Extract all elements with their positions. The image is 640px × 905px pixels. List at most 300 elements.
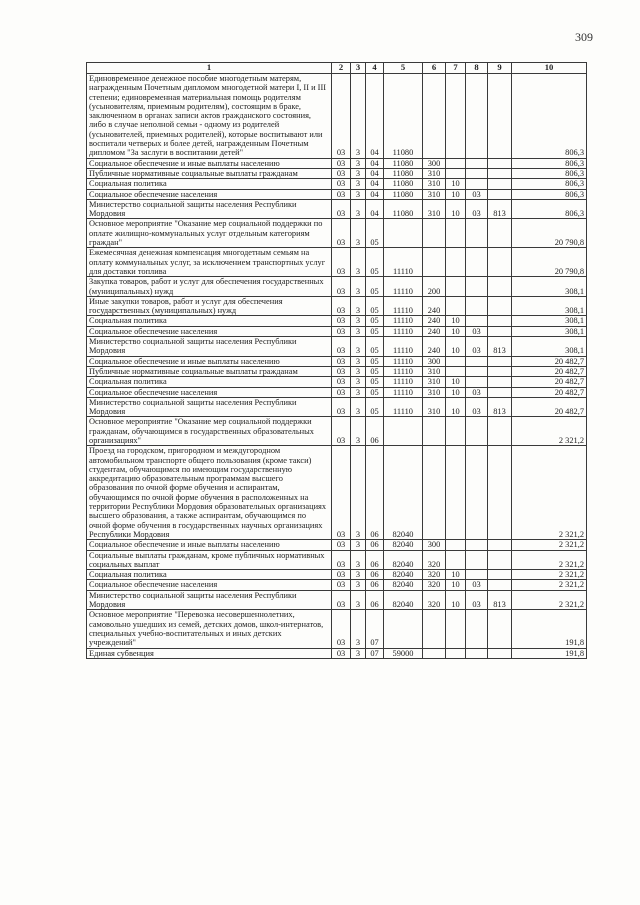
column-header-5: 5 xyxy=(384,63,423,74)
column-header-7: 7 xyxy=(446,63,466,74)
code-cell-col-4: 05 xyxy=(366,277,384,297)
code-cell-col-7 xyxy=(446,296,466,316)
code-cell-col-5: 11110 xyxy=(384,316,423,326)
code-cell-col-8: 03 xyxy=(466,590,488,610)
code-cell-col-9 xyxy=(488,417,512,446)
code-cell-col-9 xyxy=(488,189,512,199)
amount-cell: 806,3 xyxy=(512,74,587,159)
code-cell-col-5: 11080 xyxy=(384,74,423,159)
table-row xyxy=(87,366,587,376)
table-row xyxy=(87,337,587,357)
code-cell-col-3: 3 xyxy=(351,189,366,199)
row-description: Министерство социальной защиты населения Республики Мордовия xyxy=(87,590,332,610)
code-cell-col-4: 06 xyxy=(366,550,384,570)
row-description: Социальные выплаты гражданам, кроме публичных нормативных социальных выплат xyxy=(87,550,332,570)
code-cell-col-4: 06 xyxy=(366,417,384,446)
code-cell-col-8: 03 xyxy=(466,326,488,336)
code-cell-col-7 xyxy=(446,540,466,550)
code-cell-col-7: 10 xyxy=(446,570,466,580)
column-header-4: 4 xyxy=(366,63,384,74)
code-cell-col-6: 310 xyxy=(423,189,446,199)
code-cell-col-9 xyxy=(488,326,512,336)
code-cell-col-2: 03 xyxy=(332,540,351,550)
amount-cell: 806,3 xyxy=(512,168,587,178)
code-cell-col-9: 813 xyxy=(488,397,512,417)
row-description: Социальная политика xyxy=(87,179,332,189)
code-cell-col-2: 03 xyxy=(332,158,351,168)
code-cell-col-3: 3 xyxy=(351,356,366,366)
code-cell-col-9 xyxy=(488,377,512,387)
code-cell-col-3: 3 xyxy=(351,296,366,316)
code-cell-col-8 xyxy=(466,296,488,316)
code-cell-col-9: 813 xyxy=(488,590,512,610)
code-cell-col-5: 11110 xyxy=(384,387,423,397)
page-number: 309 xyxy=(575,30,593,44)
code-cell-col-9 xyxy=(488,179,512,189)
code-cell-col-9 xyxy=(488,74,512,159)
row-description: Публичные нормативные социальные выплаты гражданам xyxy=(87,366,332,376)
code-cell-col-5: 82040 xyxy=(384,540,423,550)
table-row xyxy=(87,168,587,178)
row-description: Социальная политика xyxy=(87,377,332,387)
code-cell-col-2: 03 xyxy=(332,168,351,178)
code-cell-col-4: 07 xyxy=(366,610,384,648)
code-cell-col-6: 310 xyxy=(423,377,446,387)
row-description: Министерство социальной защиты населения Республики Мордовия xyxy=(87,199,332,219)
code-cell-col-6: 240 xyxy=(423,296,446,316)
code-cell-col-9: 813 xyxy=(488,199,512,219)
table-row xyxy=(87,277,587,297)
table-row xyxy=(87,219,587,248)
code-cell-col-5: 11080 xyxy=(384,199,423,219)
code-cell-col-4: 04 xyxy=(366,158,384,168)
amount-cell: 20 482,7 xyxy=(512,356,587,366)
row-description: Иные закупки товаров, работ и услуг для обеспечения государственных (муниципальных) нужд xyxy=(87,296,332,316)
amount-cell: 308,1 xyxy=(512,316,587,326)
code-cell-col-4: 05 xyxy=(366,366,384,376)
code-cell-col-8 xyxy=(466,377,488,387)
budget-table xyxy=(86,62,587,659)
table-row xyxy=(87,248,587,277)
code-cell-col-9 xyxy=(488,356,512,366)
table-row xyxy=(87,296,587,316)
code-cell-col-3: 3 xyxy=(351,446,366,540)
code-cell-col-4: 04 xyxy=(366,168,384,178)
code-cell-col-3: 3 xyxy=(351,377,366,387)
code-cell-col-3: 3 xyxy=(351,199,366,219)
code-cell-col-8 xyxy=(466,168,488,178)
code-cell-col-5: 11080 xyxy=(384,168,423,178)
code-cell-col-2: 03 xyxy=(332,248,351,277)
row-description: Министерство социальной защиты населения Республики Мордовия xyxy=(87,397,332,417)
code-cell-col-5: 82040 xyxy=(384,446,423,540)
code-cell-col-8 xyxy=(466,446,488,540)
code-cell-col-3: 3 xyxy=(351,590,366,610)
row-description: Закупка товаров, работ и услуг для обеспечения государственных (муниципальных) нужд xyxy=(87,277,332,297)
table-row xyxy=(87,550,587,570)
code-cell-col-4: 05 xyxy=(366,397,384,417)
code-cell-col-5: 11110 xyxy=(384,296,423,316)
code-cell-col-7: 10 xyxy=(446,199,466,219)
row-description: Публичные нормативные социальные выплаты гражданам xyxy=(87,168,332,178)
code-cell-col-3: 3 xyxy=(351,326,366,336)
code-cell-col-2: 03 xyxy=(332,550,351,570)
code-cell-col-8 xyxy=(466,248,488,277)
code-cell-col-7 xyxy=(446,366,466,376)
table-row xyxy=(87,417,587,446)
code-cell-col-5: 11110 xyxy=(384,366,423,376)
table-row xyxy=(87,570,587,580)
table-row xyxy=(87,316,587,326)
code-cell-col-6 xyxy=(423,74,446,159)
code-cell-col-5: 11080 xyxy=(384,179,423,189)
code-cell-col-9 xyxy=(488,158,512,168)
code-cell-col-6 xyxy=(423,219,446,248)
table-row xyxy=(87,387,587,397)
code-cell-col-9 xyxy=(488,648,512,658)
code-cell-col-5: 11110 xyxy=(384,377,423,387)
code-cell-col-9 xyxy=(488,570,512,580)
code-cell-col-8 xyxy=(466,158,488,168)
code-cell-col-2: 03 xyxy=(332,74,351,159)
code-cell-col-4: 06 xyxy=(366,570,384,580)
code-cell-col-5: 11110 xyxy=(384,248,423,277)
amount-cell: 20 482,7 xyxy=(512,387,587,397)
code-cell-col-5: 11080 xyxy=(384,189,423,199)
amount-cell: 191,8 xyxy=(512,648,587,658)
code-cell-col-8 xyxy=(466,366,488,376)
column-header-8: 8 xyxy=(466,63,488,74)
table-body xyxy=(87,74,587,659)
table-row xyxy=(87,179,587,189)
row-description: Социальное обеспечение и иные выплаты населению xyxy=(87,540,332,550)
column-header-6: 6 xyxy=(423,63,446,74)
code-cell-col-2: 03 xyxy=(332,189,351,199)
code-cell-col-2: 03 xyxy=(332,397,351,417)
code-cell-col-8 xyxy=(466,277,488,297)
amount-cell: 806,3 xyxy=(512,199,587,219)
row-description: Социальная политика xyxy=(87,570,332,580)
code-cell-col-2: 03 xyxy=(332,356,351,366)
code-cell-col-8 xyxy=(466,648,488,658)
code-cell-col-2: 03 xyxy=(332,417,351,446)
code-cell-col-6: 310 xyxy=(423,179,446,189)
code-cell-col-9 xyxy=(488,540,512,550)
code-cell-col-5: 11110 xyxy=(384,326,423,336)
code-cell-col-7: 10 xyxy=(446,377,466,387)
code-cell-col-7: 10 xyxy=(446,189,466,199)
amount-cell: 20 482,7 xyxy=(512,366,587,376)
code-cell-col-3: 3 xyxy=(351,610,366,648)
code-cell-col-3: 3 xyxy=(351,648,366,658)
code-cell-col-4: 06 xyxy=(366,590,384,610)
code-cell-col-4: 04 xyxy=(366,179,384,189)
code-cell-col-7 xyxy=(446,74,466,159)
amount-cell: 806,3 xyxy=(512,158,587,168)
code-cell-col-2: 03 xyxy=(332,446,351,540)
code-cell-col-7: 10 xyxy=(446,316,466,326)
code-cell-col-8 xyxy=(466,417,488,446)
table-row xyxy=(87,580,587,590)
table-row xyxy=(87,189,587,199)
code-cell-col-3: 3 xyxy=(351,417,366,446)
code-cell-col-9: 813 xyxy=(488,337,512,357)
code-cell-col-6: 320 xyxy=(423,570,446,580)
column-header-1: 1 xyxy=(87,63,332,74)
code-cell-col-4: 05 xyxy=(366,337,384,357)
code-cell-col-5: 11080 xyxy=(384,158,423,168)
table-row xyxy=(87,397,587,417)
code-cell-col-8 xyxy=(466,316,488,326)
code-cell-col-4: 04 xyxy=(366,189,384,199)
table-row xyxy=(87,356,587,366)
row-description: Социальное обеспечение и иные выплаты населению xyxy=(87,158,332,168)
code-cell-col-8 xyxy=(466,74,488,159)
code-cell-col-8: 03 xyxy=(466,580,488,590)
code-cell-col-9 xyxy=(488,277,512,297)
code-cell-col-4: 04 xyxy=(366,199,384,219)
code-cell-col-2: 03 xyxy=(332,387,351,397)
code-cell-col-3: 3 xyxy=(351,550,366,570)
column-header-3: 3 xyxy=(351,63,366,74)
row-description: Социальное обеспечение населения xyxy=(87,580,332,590)
code-cell-col-7 xyxy=(446,550,466,570)
code-cell-col-9 xyxy=(488,446,512,540)
row-description: Ежемесячная денежная компенсация многодетным семьям на оплату коммунальных услуг, за исключением транспортных услуг для доставки топлива xyxy=(87,248,332,277)
code-cell-col-5: 82040 xyxy=(384,570,423,580)
code-cell-col-3: 3 xyxy=(351,74,366,159)
code-cell-col-6: 240 xyxy=(423,326,446,336)
amount-cell: 308,1 xyxy=(512,337,587,357)
row-description: Основное мероприятие "Оказание мер социальной поддержки по оплате жилищно-коммунальных услуг отдельным категориям граждан" xyxy=(87,219,332,248)
header-row xyxy=(87,63,587,74)
code-cell-col-7 xyxy=(446,248,466,277)
code-cell-col-6 xyxy=(423,648,446,658)
code-cell-col-6: 320 xyxy=(423,590,446,610)
code-cell-col-4: 05 xyxy=(366,248,384,277)
code-cell-col-7: 10 xyxy=(446,580,466,590)
code-cell-col-2: 03 xyxy=(332,199,351,219)
code-cell-col-3: 3 xyxy=(351,277,366,297)
code-cell-col-2: 03 xyxy=(332,366,351,376)
code-cell-col-8: 03 xyxy=(466,189,488,199)
table-row xyxy=(87,446,587,540)
amount-cell: 191,8 xyxy=(512,610,587,648)
code-cell-col-9 xyxy=(488,610,512,648)
code-cell-col-8 xyxy=(466,610,488,648)
row-description: Социальное обеспечение населения xyxy=(87,387,332,397)
code-cell-col-4: 06 xyxy=(366,580,384,590)
code-cell-col-3: 3 xyxy=(351,219,366,248)
amount-cell: 806,3 xyxy=(512,189,587,199)
code-cell-col-7 xyxy=(446,417,466,446)
code-cell-col-9 xyxy=(488,366,512,376)
code-cell-col-7 xyxy=(446,277,466,297)
code-cell-col-4: 05 xyxy=(366,219,384,248)
code-cell-col-7: 10 xyxy=(446,337,466,357)
code-cell-col-2: 03 xyxy=(332,219,351,248)
code-cell-col-9 xyxy=(488,248,512,277)
table-row xyxy=(87,158,587,168)
code-cell-col-3: 3 xyxy=(351,540,366,550)
amount-cell: 2 321,2 xyxy=(512,417,587,446)
code-cell-col-9 xyxy=(488,580,512,590)
code-cell-col-6: 310 xyxy=(423,387,446,397)
column-header-2: 2 xyxy=(332,63,351,74)
code-cell-col-2: 03 xyxy=(332,316,351,326)
code-cell-col-7 xyxy=(446,446,466,540)
code-cell-col-6: 310 xyxy=(423,397,446,417)
amount-cell: 20 482,7 xyxy=(512,377,587,387)
row-description: Социальная политика xyxy=(87,316,332,326)
code-cell-col-3: 3 xyxy=(351,580,366,590)
row-description: Социальное обеспечение населения xyxy=(87,189,332,199)
row-description: Основное мероприятие "Перевозка несовершеннолетних, самовольно ушедших из семей, детских домов, школ-интернатов, специальных учебно-воспитательных и иных детских учреждений" xyxy=(87,610,332,648)
code-cell-col-5 xyxy=(384,610,423,648)
code-cell-col-7: 10 xyxy=(446,590,466,610)
code-cell-col-7 xyxy=(446,158,466,168)
row-description: Социальное обеспечение населения xyxy=(87,326,332,336)
code-cell-col-2: 03 xyxy=(332,590,351,610)
code-cell-col-2: 03 xyxy=(332,580,351,590)
table-row xyxy=(87,648,587,658)
code-cell-col-3: 3 xyxy=(351,366,366,376)
code-cell-col-9 xyxy=(488,550,512,570)
code-cell-col-2: 03 xyxy=(332,337,351,357)
code-cell-col-6: 320 xyxy=(423,580,446,590)
code-cell-col-5 xyxy=(384,417,423,446)
amount-cell: 308,1 xyxy=(512,277,587,297)
code-cell-col-4: 07 xyxy=(366,648,384,658)
code-cell-col-2: 03 xyxy=(332,570,351,580)
code-cell-col-9 xyxy=(488,168,512,178)
code-cell-col-3: 3 xyxy=(351,179,366,189)
code-cell-col-6: 300 xyxy=(423,356,446,366)
code-cell-col-9 xyxy=(488,387,512,397)
code-cell-col-2: 03 xyxy=(332,648,351,658)
code-cell-col-4: 04 xyxy=(366,74,384,159)
code-cell-col-9 xyxy=(488,296,512,316)
code-cell-col-2: 03 xyxy=(332,277,351,297)
code-cell-col-8: 03 xyxy=(466,387,488,397)
amount-cell: 20 482,7 xyxy=(512,397,587,417)
code-cell-col-8 xyxy=(466,540,488,550)
table-row xyxy=(87,610,587,648)
code-cell-col-6 xyxy=(423,446,446,540)
code-cell-col-4: 05 xyxy=(366,296,384,316)
table-row xyxy=(87,377,587,387)
code-cell-col-5: 59000 xyxy=(384,648,423,658)
row-description: Проезд на городском, пригородном и междугородном автомобильном транспорте общего пользования (кроме такси) студентам, обучающимся по имеющим государственную аккредитацию образовательным программам высшего образования по очной форме обучения и аспирантам, обучающимся по очной форме обучения в расположенных на территории Республики Мордовия образовательных организациях высшего образования, а также аспирантам, обучающимся по очной форме обучения в государственных научных организациях Республики Мордовия xyxy=(87,446,332,540)
code-cell-col-3: 3 xyxy=(351,387,366,397)
code-cell-col-4: 05 xyxy=(366,326,384,336)
code-cell-col-8 xyxy=(466,550,488,570)
table-row xyxy=(87,590,587,610)
row-description: Социальное обеспечение и иные выплаты населению xyxy=(87,356,332,366)
code-cell-col-7 xyxy=(446,356,466,366)
code-cell-col-5: 11110 xyxy=(384,277,423,297)
amount-cell: 2 321,2 xyxy=(512,570,587,580)
table-row xyxy=(87,540,587,550)
column-header-9: 9 xyxy=(488,63,512,74)
code-cell-col-8 xyxy=(466,179,488,189)
code-cell-col-6 xyxy=(423,417,446,446)
row-description: Единая субвенция xyxy=(87,648,332,658)
code-cell-col-6: 200 xyxy=(423,277,446,297)
code-cell-col-4: 06 xyxy=(366,540,384,550)
code-cell-col-6 xyxy=(423,248,446,277)
code-cell-col-7 xyxy=(446,219,466,248)
code-cell-col-4: 05 xyxy=(366,316,384,326)
code-cell-col-6: 310 xyxy=(423,168,446,178)
code-cell-col-9 xyxy=(488,219,512,248)
code-cell-col-8 xyxy=(466,570,488,580)
code-cell-col-4: 05 xyxy=(366,387,384,397)
code-cell-col-2: 03 xyxy=(332,377,351,387)
amount-cell: 308,1 xyxy=(512,326,587,336)
amount-cell: 20 790,8 xyxy=(512,248,587,277)
code-cell-col-4: 05 xyxy=(366,377,384,387)
row-description: Основное мероприятие "Оказание мер социальной поддержки гражданам, обучающимся в государственных образовательных организациях" xyxy=(87,417,332,446)
row-description: Единовременное денежное пособие многодетным матерям, награжденным Почетным дипломом многодетной матери I, II и III степени; единовременная материальная помощь родителям (усыновителям, приемным родителям), состоящим в браке, заключенном в органах записи актов гражданского состояния, либо в случае неполной семьи - одному из родителей (усыновителей, приемных родителей), которые воспитывают или воспитали четверых и более детей, награжденным Почетным дипломом "За заслуги в воспитании детей" xyxy=(87,74,332,159)
code-cell-col-8: 03 xyxy=(466,337,488,357)
code-cell-col-3: 3 xyxy=(351,397,366,417)
column-header-10: 10 xyxy=(512,63,587,74)
code-cell-col-7: 10 xyxy=(446,326,466,336)
code-cell-col-7 xyxy=(446,168,466,178)
code-cell-col-3: 3 xyxy=(351,158,366,168)
amount-cell: 2 321,2 xyxy=(512,590,587,610)
code-cell-col-2: 03 xyxy=(332,326,351,336)
code-cell-col-3: 3 xyxy=(351,316,366,326)
code-cell-col-8: 03 xyxy=(466,397,488,417)
amount-cell: 2 321,2 xyxy=(512,550,587,570)
code-cell-col-4: 05 xyxy=(366,356,384,366)
code-cell-col-8: 03 xyxy=(466,199,488,219)
table-row xyxy=(87,199,587,219)
code-cell-col-2: 03 xyxy=(332,610,351,648)
code-cell-col-5: 82040 xyxy=(384,580,423,590)
table-row xyxy=(87,74,587,159)
code-cell-col-5 xyxy=(384,219,423,248)
row-description: Министерство социальной защиты населения Республики Мордовия xyxy=(87,337,332,357)
code-cell-col-3: 3 xyxy=(351,248,366,277)
code-cell-col-6 xyxy=(423,610,446,648)
amount-cell: 2 321,2 xyxy=(512,540,587,550)
code-cell-col-6: 320 xyxy=(423,550,446,570)
code-cell-col-3: 3 xyxy=(351,337,366,357)
code-cell-col-4: 06 xyxy=(366,446,384,540)
code-cell-col-2: 03 xyxy=(332,179,351,189)
table-row xyxy=(87,326,587,336)
code-cell-col-6: 310 xyxy=(423,199,446,219)
code-cell-col-5: 11110 xyxy=(384,397,423,417)
code-cell-col-7: 10 xyxy=(446,387,466,397)
amount-cell: 2 321,2 xyxy=(512,580,587,590)
code-cell-col-5: 82040 xyxy=(384,550,423,570)
code-cell-col-2: 03 xyxy=(332,296,351,316)
code-cell-col-6: 300 xyxy=(423,540,446,550)
code-cell-col-3: 3 xyxy=(351,168,366,178)
amount-cell: 806,3 xyxy=(512,179,587,189)
code-cell-col-8 xyxy=(466,219,488,248)
amount-cell: 308,1 xyxy=(512,296,587,316)
code-cell-col-5: 11110 xyxy=(384,337,423,357)
code-cell-col-7 xyxy=(446,610,466,648)
code-cell-col-6: 300 xyxy=(423,158,446,168)
amount-cell: 20 790,8 xyxy=(512,219,587,248)
code-cell-col-5: 11110 xyxy=(384,356,423,366)
